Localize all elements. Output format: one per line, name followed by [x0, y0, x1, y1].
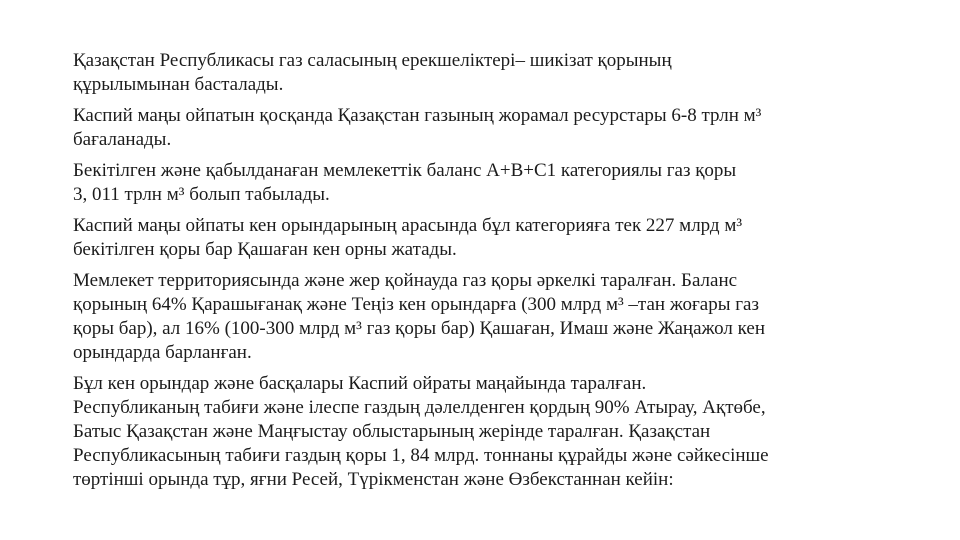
text-line: Каспий маңы ойпаты кен орындарының арасында бұл категорияға тек 227 млрд м³	[73, 215, 743, 236]
text-line: Республикасының табиғи газдың қоры 1, 84 млрд. тоннаны құрайды және сәйкесінше	[73, 445, 769, 466]
text-line: Батыс Қазақстан және Маңғыстау облыстарының жерінде таралған. Қазақстан	[73, 421, 711, 442]
text-line: Республиканың табиғи және ілеспе газдың дәлелденген қордың 90% Атырау, Ақтөбе,	[73, 397, 766, 418]
text-line: Бекітілген және қабылданаған мемлекеттік баланс А+В+С1 категориялы газ қоры	[73, 160, 737, 181]
paragraph-4	[73, 214, 903, 262]
text-line: қорының 64% Қарашығанақ және Теңіз кен орындарға (300 млрд м³ –тан жоғары газ	[73, 294, 759, 315]
text-line: құрылымынан басталады.	[73, 74, 284, 95]
slide-body	[73, 49, 903, 499]
text-line: бағаланады.	[73, 129, 172, 150]
text-line: бекітілген қоры бар Қашаған кен орны жатады.	[73, 239, 457, 260]
text-line: Бұл кен орындар және басқалары Каспий ойраты маңайында таралған.	[73, 373, 647, 394]
text-line: Мемлекет территориясында және жер қойнауда газ қоры әркелкі таралған. Баланс	[73, 270, 738, 291]
text-line: Қазақстан Республикасы газ саласының ерекшеліктері– шикізат қорының	[73, 50, 672, 71]
paragraph-3	[73, 159, 903, 207]
text-line: Каспий маңы ойпатын қосқанда Қазақстан газының жорамал ресурстары 6-8 трлн м³	[73, 105, 762, 126]
paragraph-2	[73, 104, 903, 152]
text-line: орындарда барланған.	[73, 342, 252, 363]
paragraph-6	[73, 372, 903, 492]
paragraph-1	[73, 49, 903, 97]
paragraph-5	[73, 269, 903, 365]
text-line: төртінші орында тұр, яғни Ресей, Түрікменстан және Өзбекстаннан кейін:	[73, 469, 674, 490]
text-line: 3, 011 трлн м³ болып табылады.	[73, 184, 330, 205]
text-line: қоры бар), ал 16% (100-300 млрд м³ газ қоры бар) Қашаған, Имаш және Жаңажол кен	[73, 318, 766, 339]
